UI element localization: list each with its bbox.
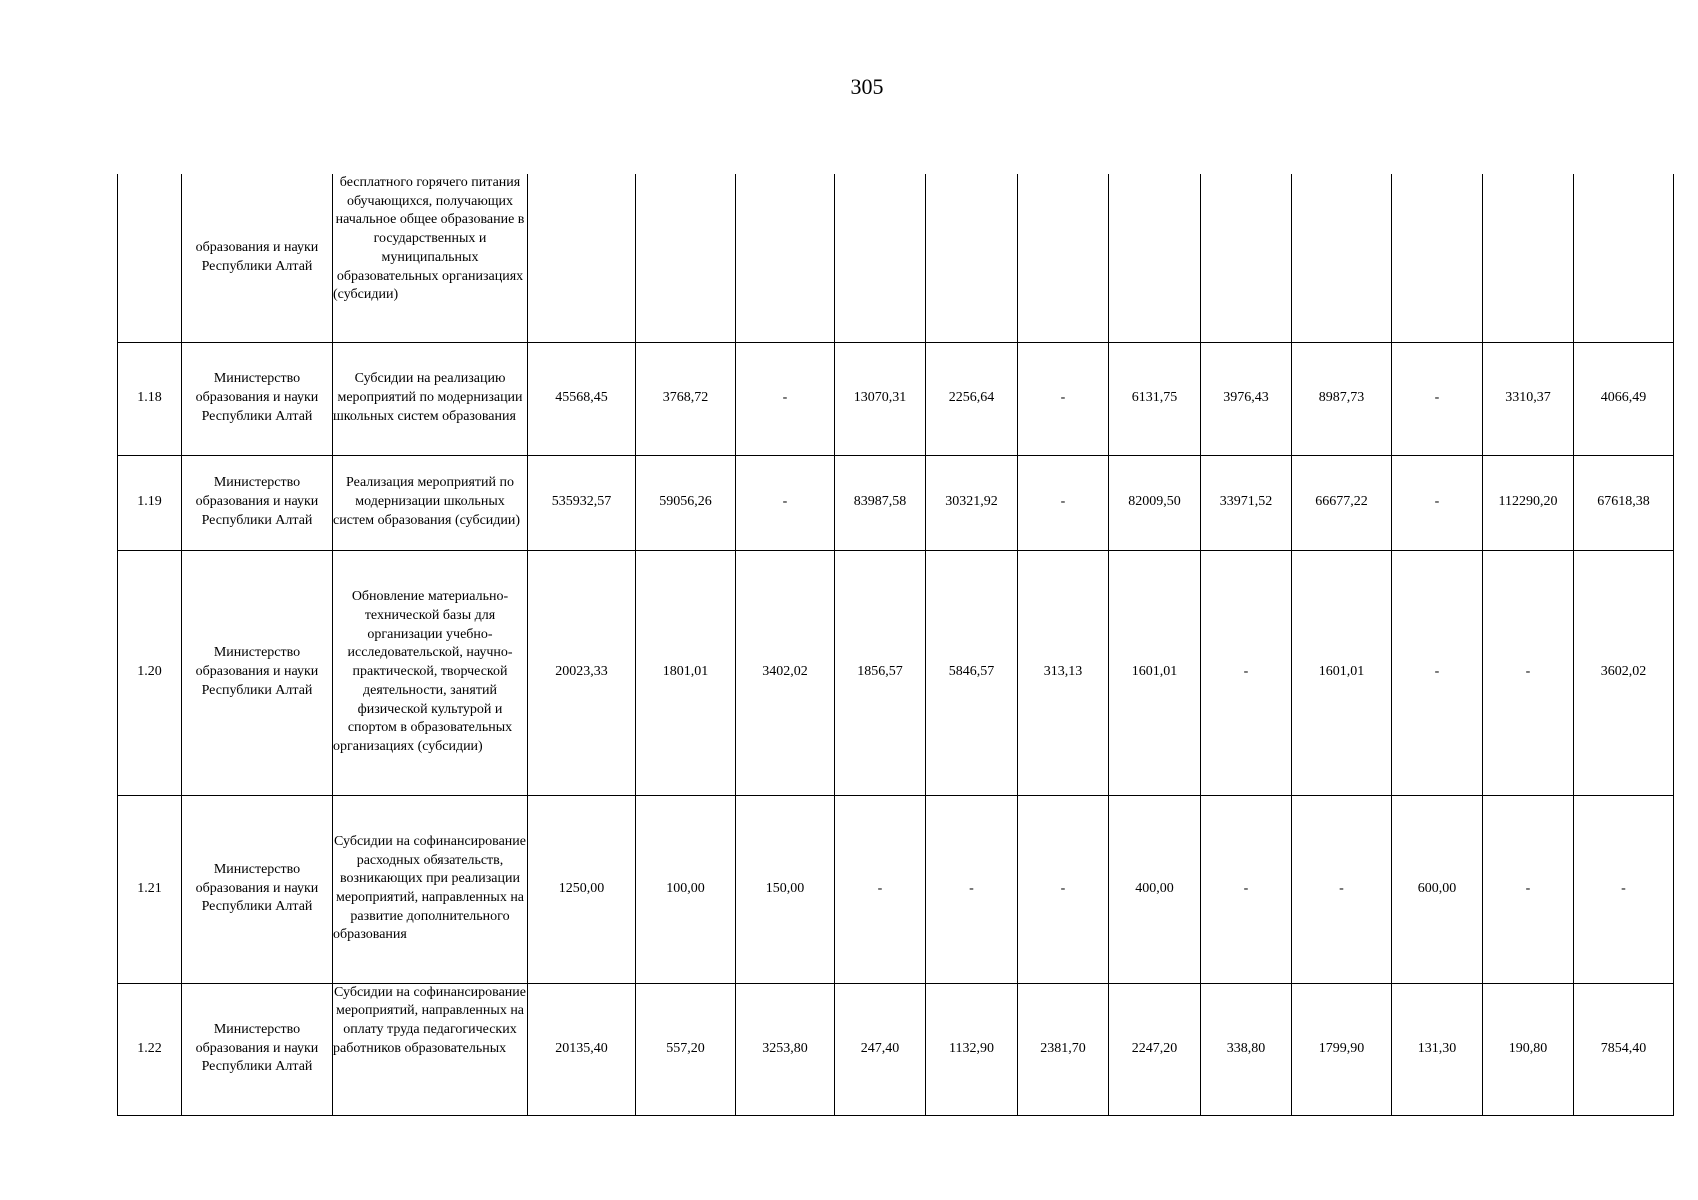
value-cell: -: [1201, 550, 1292, 795]
value-cell: 2256,64: [926, 342, 1018, 455]
value-cell: 5846,57: [926, 550, 1018, 795]
value-cell: 8987,73: [1292, 342, 1392, 455]
table-row: [118, 174, 1674, 342]
organization-cell: Министерство образования и науки Республики Алтай: [182, 455, 333, 550]
value-cell: 20135,40: [528, 983, 636, 1115]
value-cell: 20023,33: [528, 550, 636, 795]
row-number: 1.18: [118, 342, 182, 455]
value-cell: 112290,20: [1483, 455, 1574, 550]
value-cell: [1574, 174, 1674, 342]
value-cell: -: [736, 342, 835, 455]
value-cell: 1799,90: [1292, 983, 1392, 1115]
value-cell: [835, 174, 926, 342]
value-cell: 150,00: [736, 795, 835, 983]
value-cell: 82009,50: [1109, 455, 1201, 550]
value-cell: 131,30: [1392, 983, 1483, 1115]
value-cell: 83987,58: [835, 455, 926, 550]
organization-cell: образования и науки Республики Алтай: [182, 174, 333, 342]
value-cell: 600,00: [1392, 795, 1483, 983]
value-cell: 400,00: [1109, 795, 1201, 983]
value-cell: [1018, 174, 1109, 342]
value-cell: -: [1018, 455, 1109, 550]
value-cell: 6131,75: [1109, 342, 1201, 455]
value-cell: 1250,00: [528, 795, 636, 983]
value-cell: -: [1392, 342, 1483, 455]
description-cell: Субсидии на софинансирование расходных обязательств, возникающих при реализации мероприятий, направленных на развитие дополнительного образования: [333, 795, 528, 983]
value-cell: 1601,01: [1109, 550, 1201, 795]
value-cell: 1132,90: [926, 983, 1018, 1115]
value-cell: [1292, 174, 1392, 342]
value-cell: 100,00: [636, 795, 736, 983]
value-cell: -: [926, 795, 1018, 983]
value-cell: -: [1574, 795, 1674, 983]
value-cell: 3976,43: [1201, 342, 1292, 455]
description-cell: Субсидии на реализацию мероприятий по модернизации школьных систем образования: [333, 342, 528, 455]
value-cell: [736, 174, 835, 342]
value-cell: -: [1392, 550, 1483, 795]
value-cell: 30321,92: [926, 455, 1018, 550]
table-row: [118, 342, 1674, 455]
value-cell: 59056,26: [636, 455, 736, 550]
value-cell: 313,13: [1018, 550, 1109, 795]
value-cell: -: [1201, 795, 1292, 983]
value-cell: 3602,02: [1574, 550, 1674, 795]
value-cell: 4066,49: [1574, 342, 1674, 455]
value-cell: 247,40: [835, 983, 926, 1115]
value-cell: [1483, 174, 1574, 342]
value-cell: 3402,02: [736, 550, 835, 795]
table-row: [118, 455, 1674, 550]
row-number: [118, 174, 182, 342]
value-cell: -: [1392, 455, 1483, 550]
description-cell: бесплатного горячего питания обучающихся, получающих начальное общее образование в государственных и муниципальных образовательных организациях (субсидии): [333, 174, 528, 342]
description-cell: Реализация мероприятий по модернизации школьных систем образования (субсидии): [333, 455, 528, 550]
value-cell: [636, 174, 736, 342]
value-cell: 2381,70: [1018, 983, 1109, 1115]
value-cell: -: [1292, 795, 1392, 983]
value-cell: 1601,01: [1292, 550, 1392, 795]
value-cell: [1392, 174, 1483, 342]
value-cell: 3768,72: [636, 342, 736, 455]
value-cell: 3253,80: [736, 983, 835, 1115]
value-cell: 535932,57: [528, 455, 636, 550]
value-cell: 3310,37: [1483, 342, 1574, 455]
value-cell: [528, 174, 636, 342]
organization-cell: Министерство образования и науки Республики Алтай: [182, 342, 333, 455]
value-cell: [1201, 174, 1292, 342]
value-cell: 13070,31: [835, 342, 926, 455]
page-number: 305: [850, 74, 884, 99]
description-cell: Обновление материально-технической базы для организации учебно-исследовательской, научно-практической, творческой деятельности, занятий физической культурой и спортом в образовательных организациях (субсидии): [333, 550, 528, 795]
value-cell: 45568,45: [528, 342, 636, 455]
value-cell: 1856,57: [835, 550, 926, 795]
row-number: 1.19: [118, 455, 182, 550]
organization-cell: Министерство образования и науки Республики Алтай: [182, 795, 333, 983]
value-cell: -: [736, 455, 835, 550]
table-row: [118, 550, 1674, 795]
value-cell: 2247,20: [1109, 983, 1201, 1115]
budget-table: [117, 174, 1674, 1116]
value-cell: [926, 174, 1018, 342]
value-cell: -: [1483, 550, 1574, 795]
table-row: [118, 795, 1674, 983]
row-number: 1.20: [118, 550, 182, 795]
value-cell: 66677,22: [1292, 455, 1392, 550]
value-cell: [1109, 174, 1201, 342]
table-row: [118, 983, 1674, 1115]
value-cell: -: [1018, 795, 1109, 983]
value-cell: 190,80: [1483, 983, 1574, 1115]
value-cell: 33971,52: [1201, 455, 1292, 550]
value-cell: 338,80: [1201, 983, 1292, 1115]
value-cell: -: [1018, 342, 1109, 455]
row-number: 1.22: [118, 983, 182, 1115]
value-cell: 1801,01: [636, 550, 736, 795]
value-cell: 7854,40: [1574, 983, 1674, 1115]
value-cell: -: [835, 795, 926, 983]
organization-cell: Министерство образования и науки Республики Алтай: [182, 550, 333, 795]
description-cell: Субсидии на софинансирование мероприятий, направленных на оплату труда педагогических работников образовательных: [333, 983, 528, 1115]
value-cell: 67618,38: [1574, 455, 1674, 550]
value-cell: -: [1483, 795, 1574, 983]
organization-cell: Министерство образования и науки Республики Алтай: [182, 983, 333, 1115]
value-cell: 557,20: [636, 983, 736, 1115]
row-number: 1.21: [118, 795, 182, 983]
